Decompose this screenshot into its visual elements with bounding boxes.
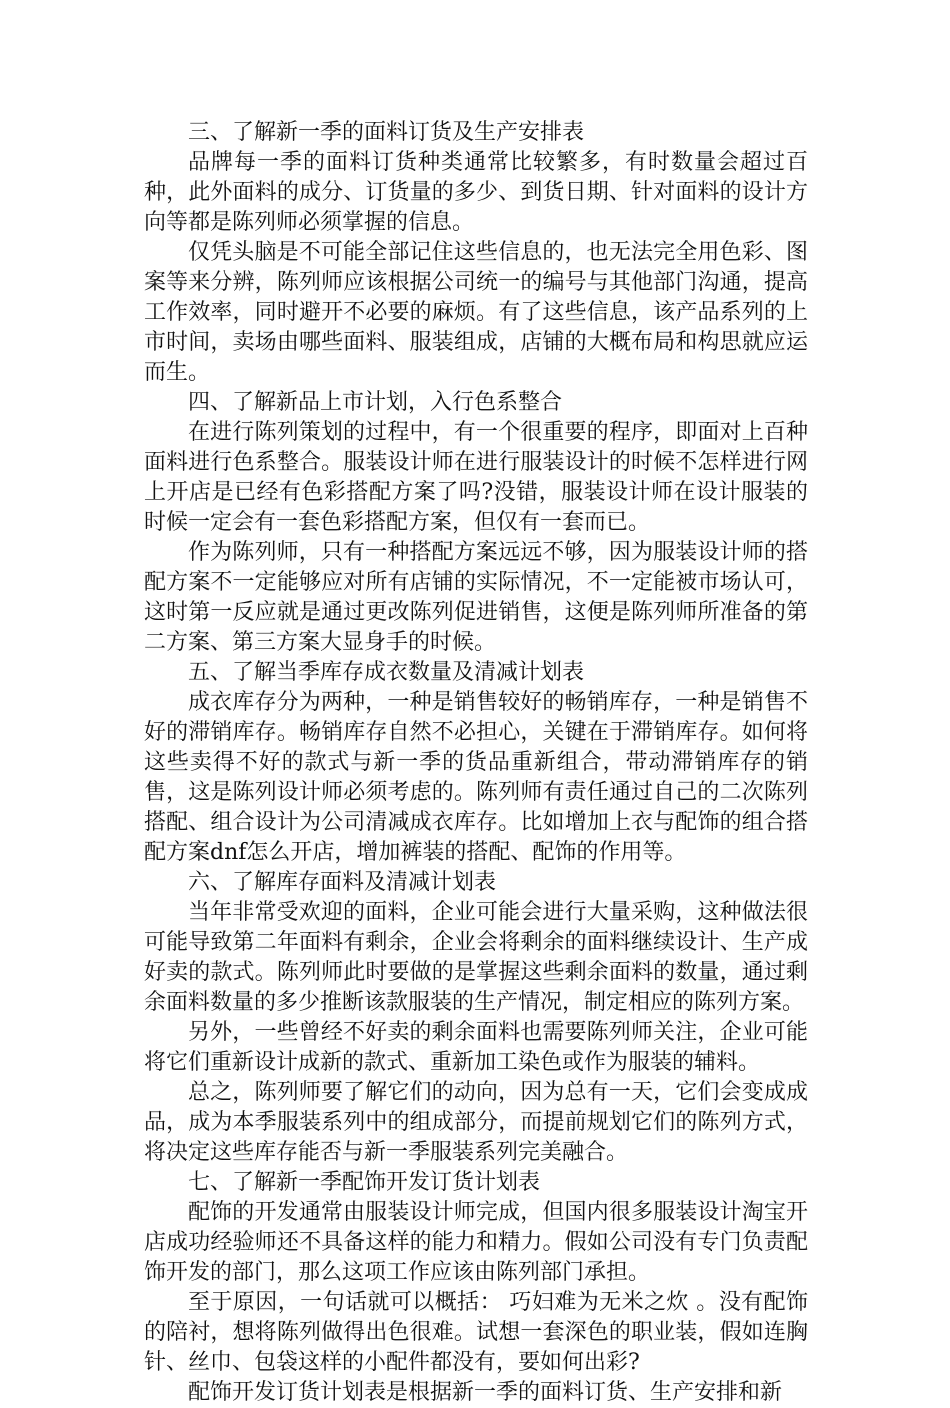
paragraph: 配饰的开发通常由服装设计师完成，但国内很多服装设计淘宝开店成功经验师还不具备这样的能力和精力。假如公司没有专门负责配饰开发的部门，那么这项工作应该由陈列部门承担。 xyxy=(144,1200,808,1285)
paragraph: 在进行陈列策划的过程中，有一个很重要的程序，即面对上百种面料进行色系整合。服装设计师在进行服装设计的时候不怎样进行网上开店是已经有色彩搭配方案了吗?没错，服装设计师在设计服装的时候一定会有一套色彩搭配方案，但仅有一套而已。 xyxy=(144,420,808,535)
paragraph: 配饰开发订货计划表是根据新一季的面料订货、生产安排和新 xyxy=(188,1380,783,1405)
section-heading-4: 四、了解新品上市计划，入行色系整合 xyxy=(188,390,563,415)
section-heading-3: 三、了解新一季的面料订货及生产安排表 xyxy=(188,120,585,145)
paragraph: 当年非常受欢迎的面料，企业可能会进行大量采购，这种做法很可能导致第二年面料有剩余，企业会将剩余的面料继续设计、生产成好卖的款式。陈列师此时要做的是掌握这些剩余面料的数量，通过剩余面料数量的多少推断该款服装的生产情况，制定相应的陈列方案。 xyxy=(144,900,808,1015)
section-heading-7: 七、了解新一季配饰开发订货计划表 xyxy=(188,1170,541,1195)
paragraph: 作为陈列师，只有一种搭配方案远远不够，因为服装设计师的搭配方案不一定能够应对所有店铺的实际情况，不一定能被市场认可，这时第一反应就是通过更改陈列促进销售，这便是陈列师所准备的第二方案、第三方案大显身手的时候。 xyxy=(144,540,808,655)
paragraph: 至于原因，一句话就可以概括： 巧妇难为无米之炊 。没有配饰的陪衬，想将陈列做得出色很难。试想一套深色的职业装，假如连胸针、丝巾、包袋这样的小配件都没有，要如何出彩? xyxy=(144,1290,808,1375)
paragraph: 品牌每一季的面料订货种类通常比较繁多，有时数量会超过百种，此外面料的成分、订货量的多少、到货日期、针对面料的设计方向等都是陈列师必须掌握的信息。 xyxy=(144,150,808,235)
document-page xyxy=(144,118,808,1408)
paragraph: 另外，一些曾经不好卖的剩余面料也需要陈列师关注，企业可能将它们重新设计成新的款式、重新加工染色或作为服装的辅料。 xyxy=(144,1020,808,1075)
paragraph: 总之，陈列师要了解它们的动向，因为总有一天，它们会变成成品，成为本季服装系列中的组成部分，而提前规划它们的陈列方式，将决定这些库存能否与新一季服装系列完美融合。 xyxy=(144,1080,808,1165)
paragraph: 成衣库存分为两种，一种是销售较好的畅销库存，一种是销售不好的滞销库存。畅销库存自然不必担心，关键在于滞销库存。如何将这些卖得不好的款式与新一季的货品重新组合，带动滞销库存的销售，这是陈列设计师必须考虑的。陈列师有责任通过自己的二次陈列搭配、组合设计为公司清减成衣库存。比如增加上衣与配饰的组合搭配方案dnf怎么开店，增加裤装的搭配、配饰的作用等。 xyxy=(144,690,808,865)
section-heading-6: 六、了解库存面料及清减计划表 xyxy=(188,870,497,895)
section-heading-5: 五、了解当季库存成衣数量及清减计划表 xyxy=(188,660,585,685)
paragraph: 仅凭头脑是不可能全部记住这些信息的，也无法完全用色彩、图案等来分辨，陈列师应该根据公司统一的编号与其他部门沟通，提高工作效率，同时避开不必要的麻烦。有了这些信息，该产品系列的上市时间，卖场由哪些面料、服装组成，店铺的大概布局和构思就应运而生。 xyxy=(144,240,808,385)
